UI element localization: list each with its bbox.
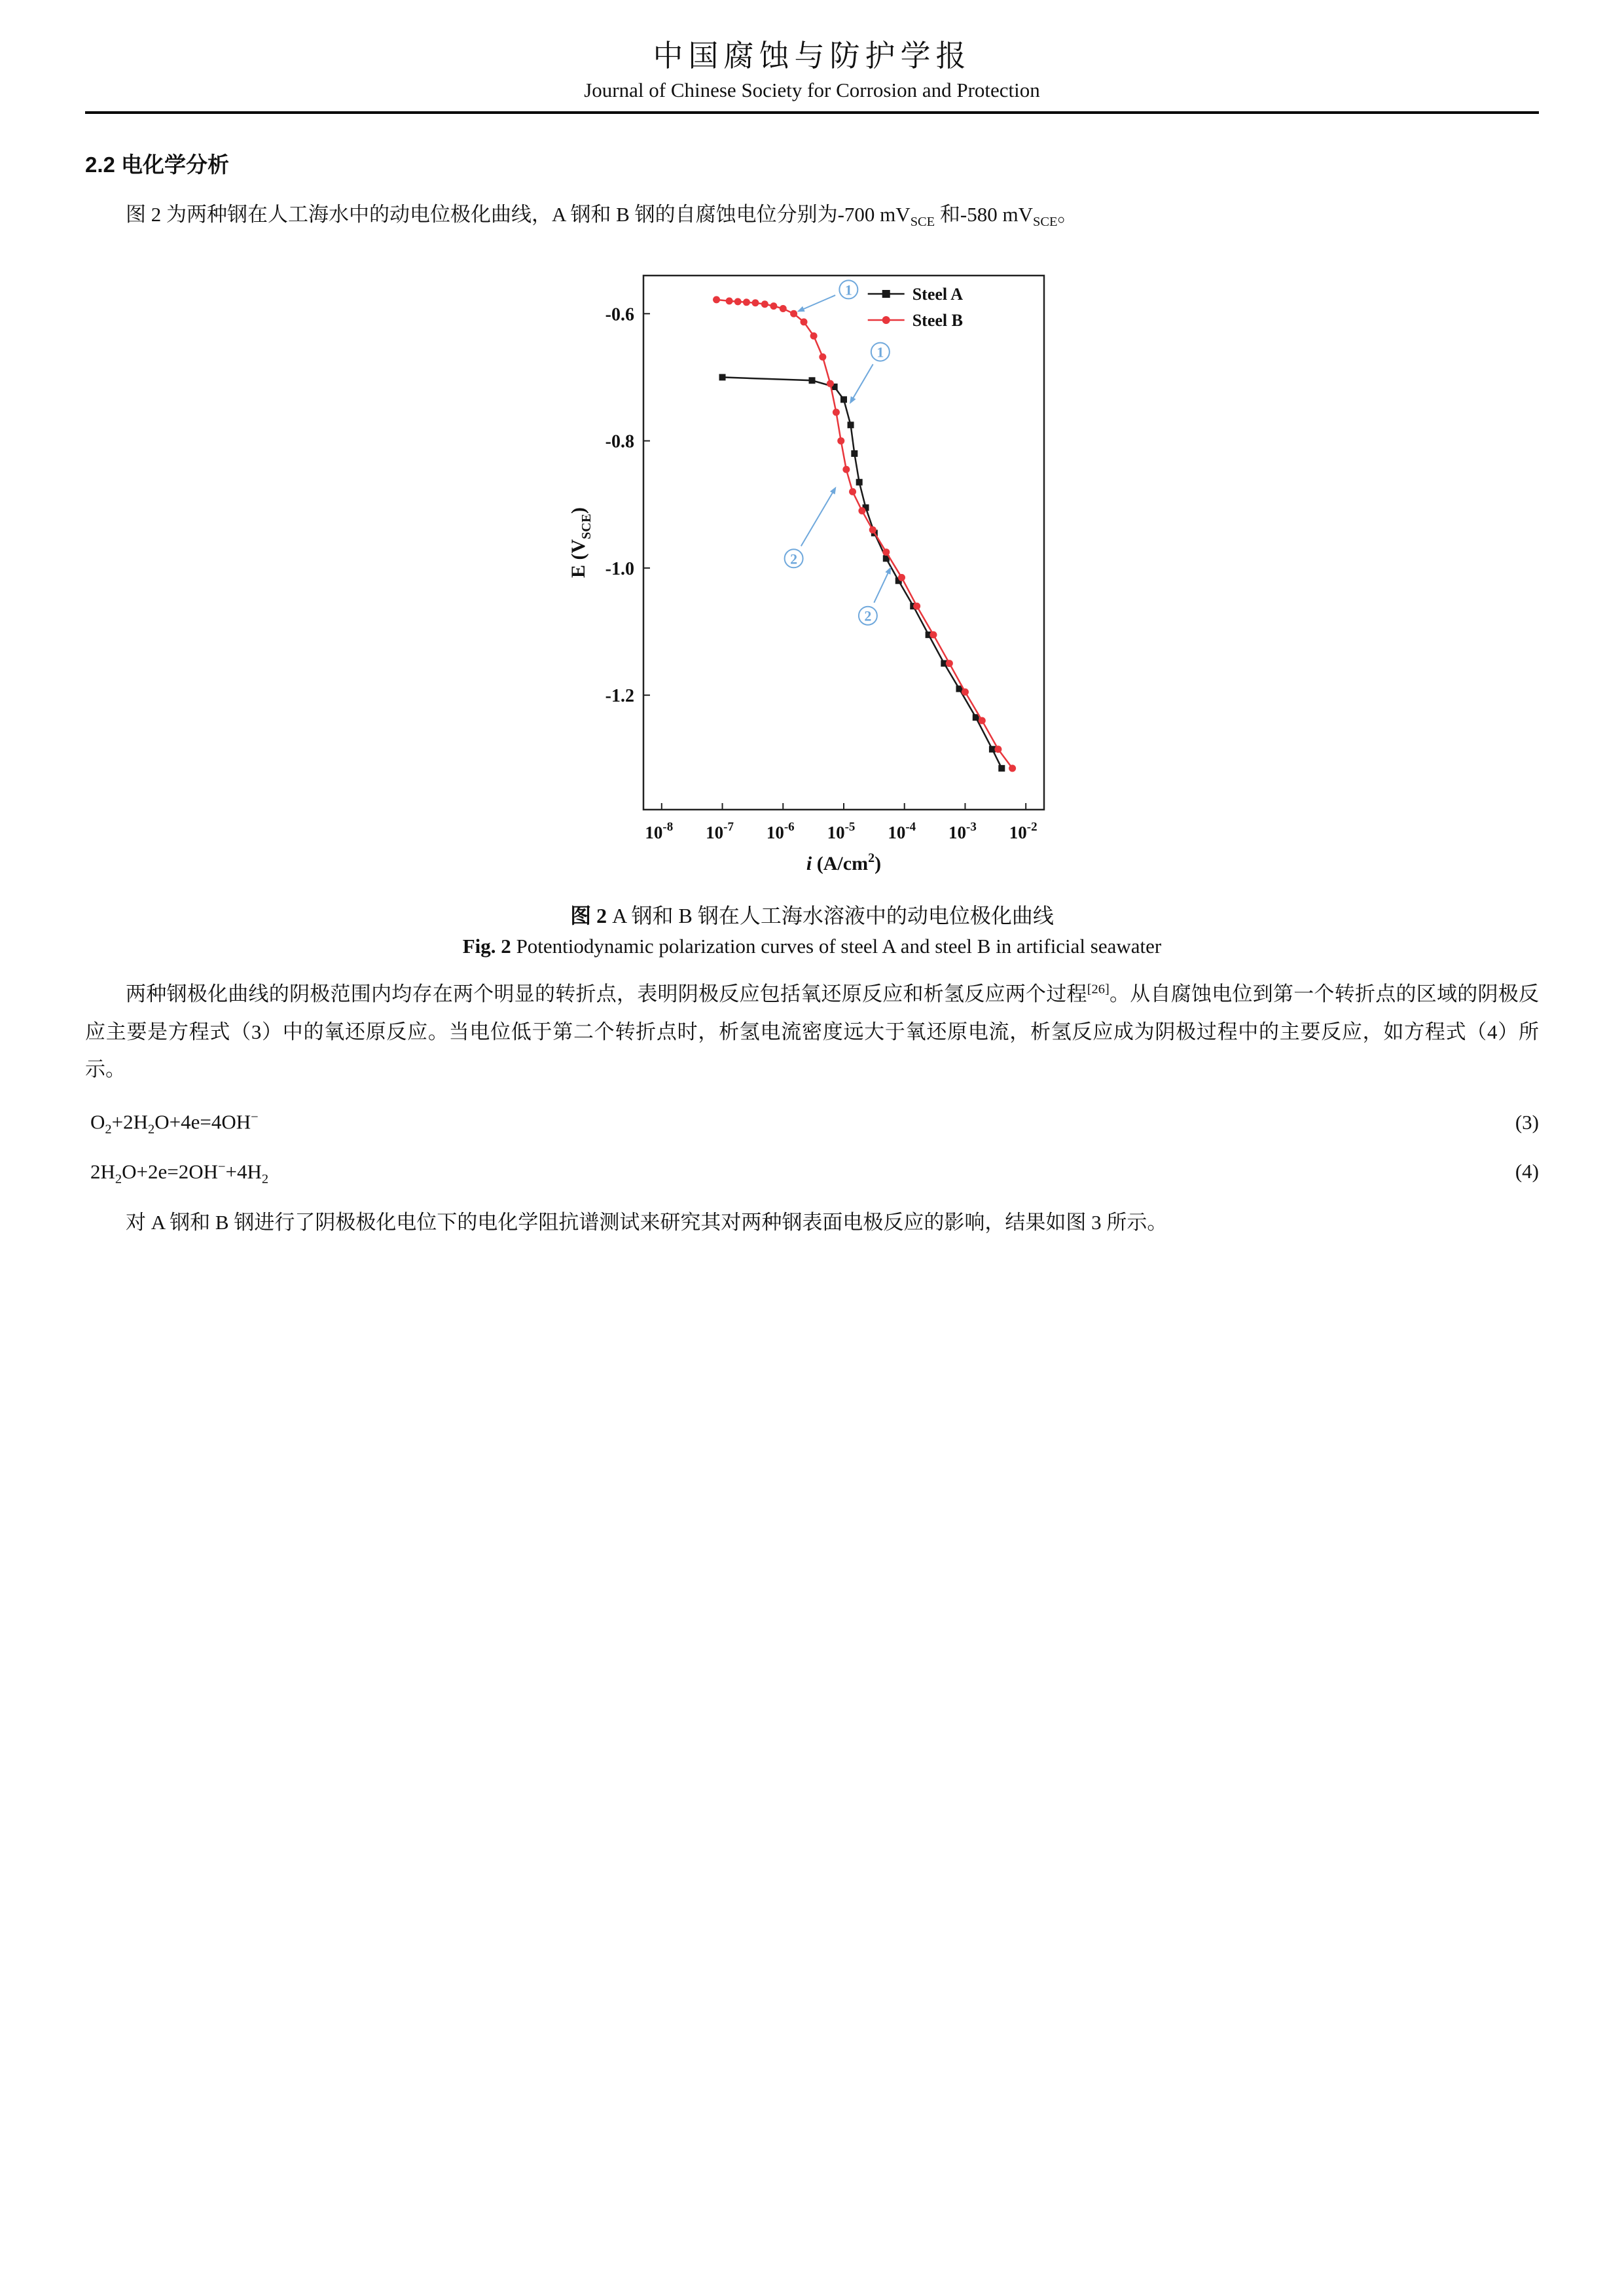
journal-title-cn: 中国腐蚀与防护学报: [653, 39, 971, 73]
page-body: [85, 148, 1539, 1241]
svg-text:10-4: $10^{-4}$: [887, 820, 916, 843]
paragraph-3: 对 A 钢和 B 钢进行了阴极极化电位下的电化学阻抗谱测试来研究其对两种钢表面电极反应的影响，结果如图 3 所示。: [126, 1211, 1168, 1234]
journal-header: [85, 38, 1539, 114]
svg-text:-1.0: -1.0: [605, 559, 634, 580]
paragraph-2: 两种钢极化曲线的阴极范围内均存在两个明显的转折点，表明阴极反应包括氧还原反应和析氢反应两个过程[26]。从自腐蚀电位到第一个转折点的区域的阴极反应主要是方程式（3）中的氧还原反应。当电位低于第二个转折点时，析氢电流密度远大于氧还原电流，析氢反应成为阴极过程中的主要反应，如方程式（4）所示。: [85, 982, 1539, 1081]
figure-2: [85, 259, 1539, 958]
svg-text:-1.2: -1.2: [605, 686, 634, 707]
figure-caption: [85, 899, 1539, 958]
figure-caption-cn: 图 2 A 钢和 B 钢在人工海水溶液中的动电位极化曲线: [570, 904, 1054, 928]
svg-text:Steel B: Steel B: [912, 311, 963, 331]
header-rule: [85, 111, 1539, 114]
journal-title-en: Journal of Chinese Society for Corrosion and Protection: [584, 79, 1040, 102]
svg-text:10-7: $10^{-7}$: [705, 820, 734, 843]
svg-text:10-5: $10^{-5}$: [827, 820, 855, 843]
svg-text:2: 2: [863, 608, 871, 625]
svg-text:-0.6: -0.6: [605, 304, 634, 325]
polarization-chart: [557, 259, 1068, 890]
svg-text:-0.8: -0.8: [605, 431, 634, 452]
svg-text:10-2: $10^{-2}$: [1009, 820, 1038, 843]
svg-text:10-3: $10^{-3}$: [948, 820, 977, 843]
svg-text:1: 1: [876, 344, 884, 361]
section-heading: 2.2 电化学分析: [85, 152, 230, 177]
svg-text:i (A/cm2): i $(A/cm^2)$: [806, 851, 881, 875]
equation-4: [85, 1160, 1539, 1187]
equation-4-number: (4): [1515, 1160, 1539, 1183]
paragraph-1: 图 2 为两种钢在人工海水中的动电位极化曲线，A 钢和 B 钢的自腐蚀电位分别为-700 $mV_{SCE}$ 和-580 $mV_{SCE}$。: [126, 203, 1078, 230]
equation-3-number: (3): [1515, 1110, 1539, 1134]
svg-text:Steel A: Steel A: [912, 285, 963, 304]
equation-3-body: $O_2+2H_2O+4e=4OH^-$: [90, 1110, 259, 1137]
svg-text:2: 2: [789, 550, 797, 567]
equation-4-body: $2H_2O+2e=2OH^-+4H_2$: [90, 1159, 269, 1187]
equation-3: [85, 1110, 1539, 1138]
svg-text:10-6: $10^{-6}$: [766, 820, 795, 843]
figure-caption-en: Fig. 2 Potentiodynamic polarization curves of steel A and steel B in artificial seawater: [462, 935, 1162, 958]
polarization-chart-svg: [557, 259, 1068, 887]
svg-text:10-8: $10^{-8}$: [644, 820, 673, 843]
svg-text:E (VSCE): E $(V_{SCE})$: [567, 507, 594, 579]
svg-text:1: 1: [844, 281, 852, 298]
